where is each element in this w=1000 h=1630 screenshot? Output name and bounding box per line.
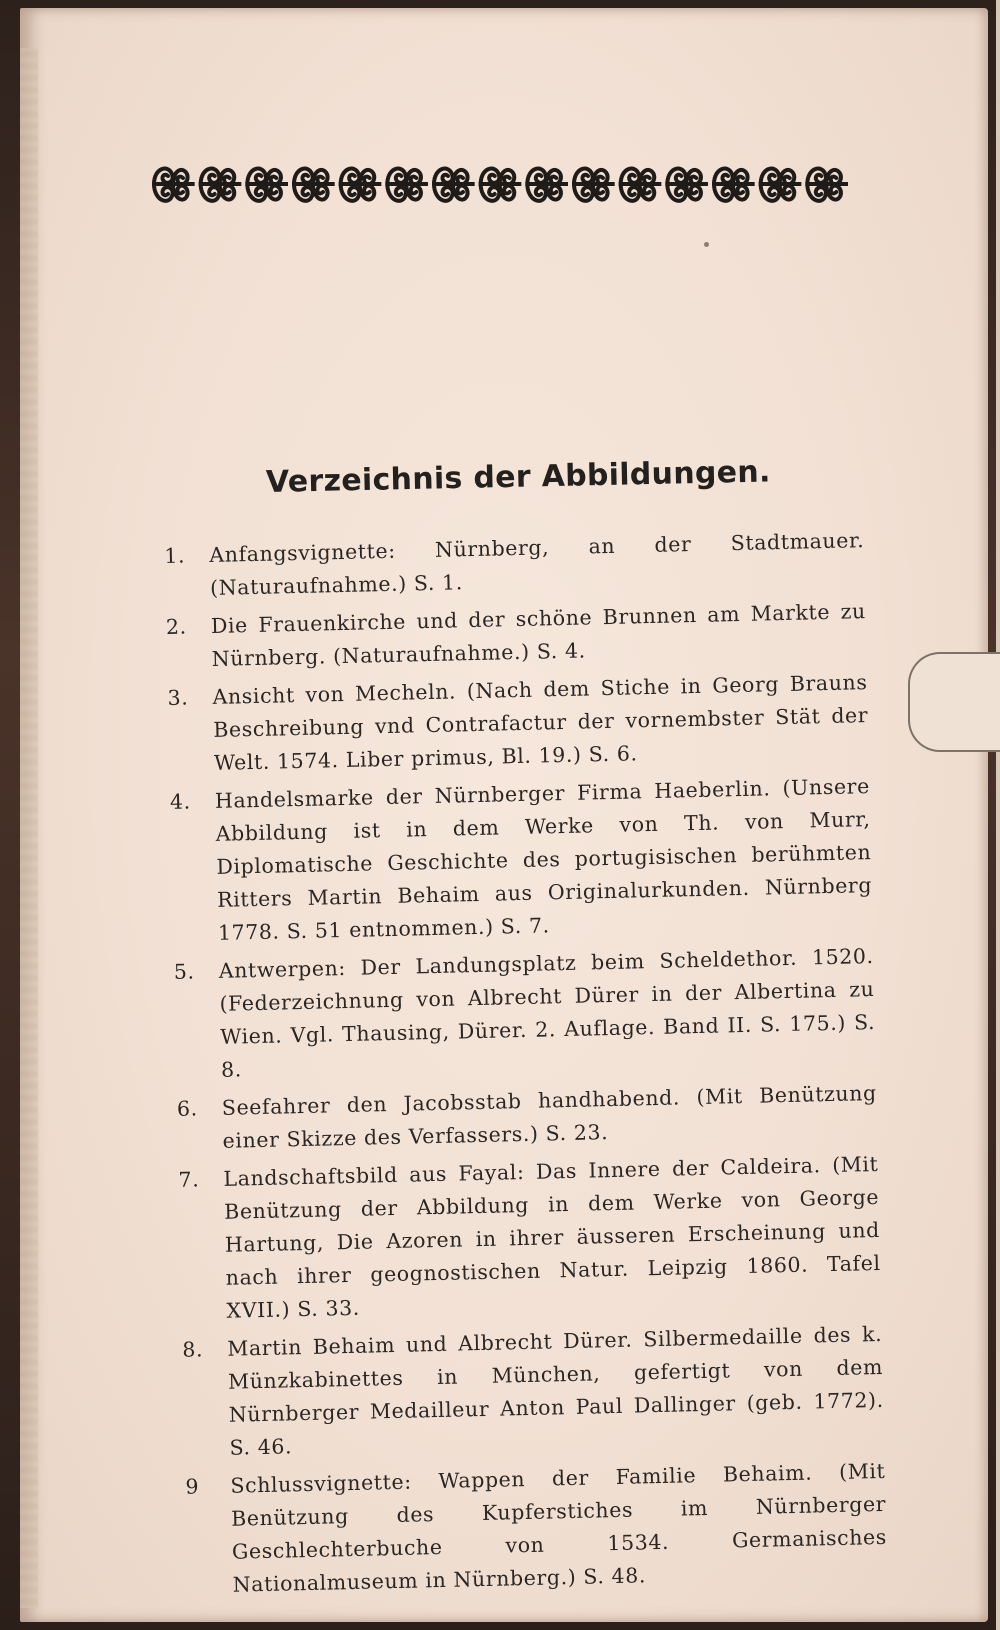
entry-text: Seefahrer den Jacobsstab handhabend. (Mit Benützung einer Skizze des Verfassers.) S. 23. — [221, 1080, 878, 1153]
fleuron-band-icon — [150, 154, 850, 212]
entry-number: 6. — [176, 1096, 198, 1121]
bookmark-tab — [908, 652, 1000, 752]
list-item — [177, 1077, 878, 1159]
list-item — [178, 1148, 882, 1329]
list-item — [166, 595, 867, 677]
list-item — [170, 770, 874, 951]
previous-pages-edge — [20, 48, 38, 1608]
entry-text: Ansicht von Mecheln. (Nach dem Stiche in Georg Brauns Beschreibung vnd Contrafactur der vornembster Stät der Welt. 1574. Liber primus, Bl. 19.) S. 6. — [212, 670, 869, 775]
entry-text: Die Frauenkirche und der schöne Brunnen am Markte zu Nürnberg. (Naturaufnahme.) S. 4. — [210, 599, 867, 671]
entry-number: 3. — [167, 685, 189, 710]
list-item — [173, 940, 876, 1088]
entry-number: 1. — [164, 543, 186, 568]
page-edge-stack — [996, 0, 1000, 1630]
page-speck — [704, 242, 709, 247]
entry-text: Schlussvignette: Wappen der Familie Behaim. (Mit Benützung des Kupferstiches im Nürnberger Geschlechterbuche von 1534. Germanisches Nationalmuseum in Nürnberg.) S. 48. — [230, 1458, 888, 1597]
entry-number: 5. — [173, 959, 195, 984]
entry-text: Handelsmarke der Nürnberger Firma Haeberlin. (Unsere Abbildung ist in dem Werke von Th. von Murr, Diplomatische Geschichte des portugisischen berühmten Ritters Martin Behaim aus Originalurkunden. Nürnberg 1778. S. 51 entnommen.) S. 7. — [214, 774, 873, 945]
list-item — [167, 666, 869, 781]
entry-number: 9 — [185, 1474, 200, 1499]
illustration-list — [164, 524, 888, 1608]
entry-number: 2. — [165, 614, 188, 639]
entry-text: Landschaftsbild aus Fayal: Das Innere der Caldeira. (Mit Benützung der Abbildung in dem Werke von George Hartung, Die Azoren in ihrer äusseren Erscheinung und nach ihrer geognostischen Natur. Leipzig 1860. Tafel XVII.) S. 33. — [223, 1151, 881, 1323]
entry-text: Antwerpen: Der Landungsplatz beim Scheldethor. 1520. (Federzeichnung von Albrecht Dürer in der Albertina zu Wien. Vgl. Thausing, Dürer. 2. Auflage. Band II. S. 175.) S. 8. — [218, 944, 876, 1082]
book-page — [20, 8, 988, 1622]
entry-number: 4. — [169, 789, 191, 814]
list-item — [182, 1318, 885, 1466]
entry-text: Anfangsvignette: Nürnberg, an der Stadtmauer. (Naturaufnahme.) S. 1. — [209, 528, 865, 600]
entry-text: Martin Behaim und Albrecht Dürer. Silbermedaille des k. Münzkabinettes in München, gefertigt von dem Nürnberger Medailleur Anton Paul Dallinger (geb. 1772). S. 46. — [227, 1321, 884, 1460]
list-item — [164, 524, 865, 606]
list-item — [185, 1455, 888, 1603]
entry-number: 7. — [178, 1167, 200, 1192]
page-title: Verzeichnis der Abbildungen. — [265, 454, 772, 500]
entry-number: 8. — [182, 1337, 204, 1362]
